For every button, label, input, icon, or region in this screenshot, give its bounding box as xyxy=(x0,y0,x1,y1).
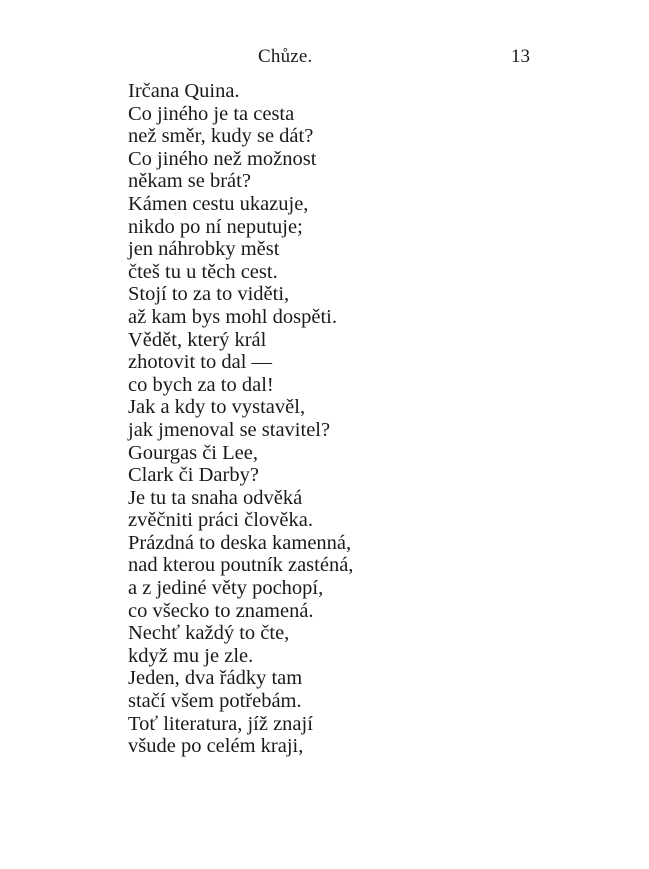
poem-line: co všecko to znamená. xyxy=(128,599,314,622)
poem-line: Gourgas či Lee, xyxy=(128,441,258,464)
poem-line: jen náhrobky měst xyxy=(128,238,280,261)
poem-text xyxy=(128,80,458,758)
poem-line: Je tu ta snaha odvěká xyxy=(128,486,303,509)
poem-line: zhotovit to dal — xyxy=(128,351,273,374)
poem-line: Stojí to za to viděti, xyxy=(128,283,290,306)
poem-line: stačí všem potřebám. xyxy=(128,690,302,713)
poem-line: než směr, kudy se dát? xyxy=(128,125,314,148)
poem-line: Clark či Darby? xyxy=(128,464,259,487)
poem-line: Nechť každý to čte, xyxy=(128,622,290,645)
poem-line: až kam bys mohl dospěti. xyxy=(128,305,337,328)
poem-line: Kámen cestu ukazuje, xyxy=(128,192,309,215)
poem-line: Irčana Quina. xyxy=(128,80,240,102)
poem-line: Co jiného je ta cesta xyxy=(128,102,295,125)
poem-line: zvěčniti práci člověka. xyxy=(128,509,313,532)
poem-line: jak jmenoval se stavitel? xyxy=(128,418,331,441)
poem-line: Vědět, který král xyxy=(128,328,267,351)
poem-line: nikdo po ní neputuje; xyxy=(128,215,303,238)
poem-line: někam se brát? xyxy=(128,170,251,193)
poem-line: všude po celém kraji, xyxy=(128,735,304,758)
poem-line: Co jiného než možnost xyxy=(128,147,317,170)
poem-line: co bych za to dal! xyxy=(128,373,274,396)
poem-line: čteš tu u těch cest. xyxy=(128,260,278,283)
page-number: 13 xyxy=(511,46,530,67)
poem-line: když mu je zle. xyxy=(128,644,254,667)
poem-line: nad kterou poutník zasténá, xyxy=(128,554,354,577)
poem-line: Jeden, dva řádky tam xyxy=(128,667,303,690)
poem-line: Toť literatura, jíž znají xyxy=(128,712,313,735)
poem-line: a z jediné věty pochopí, xyxy=(128,577,324,600)
running-title: Chůze. xyxy=(258,46,313,67)
poem-line: Jak a kdy to vystavěl, xyxy=(128,396,306,419)
poem-line: Prázdná to deska kamenná, xyxy=(128,531,352,554)
